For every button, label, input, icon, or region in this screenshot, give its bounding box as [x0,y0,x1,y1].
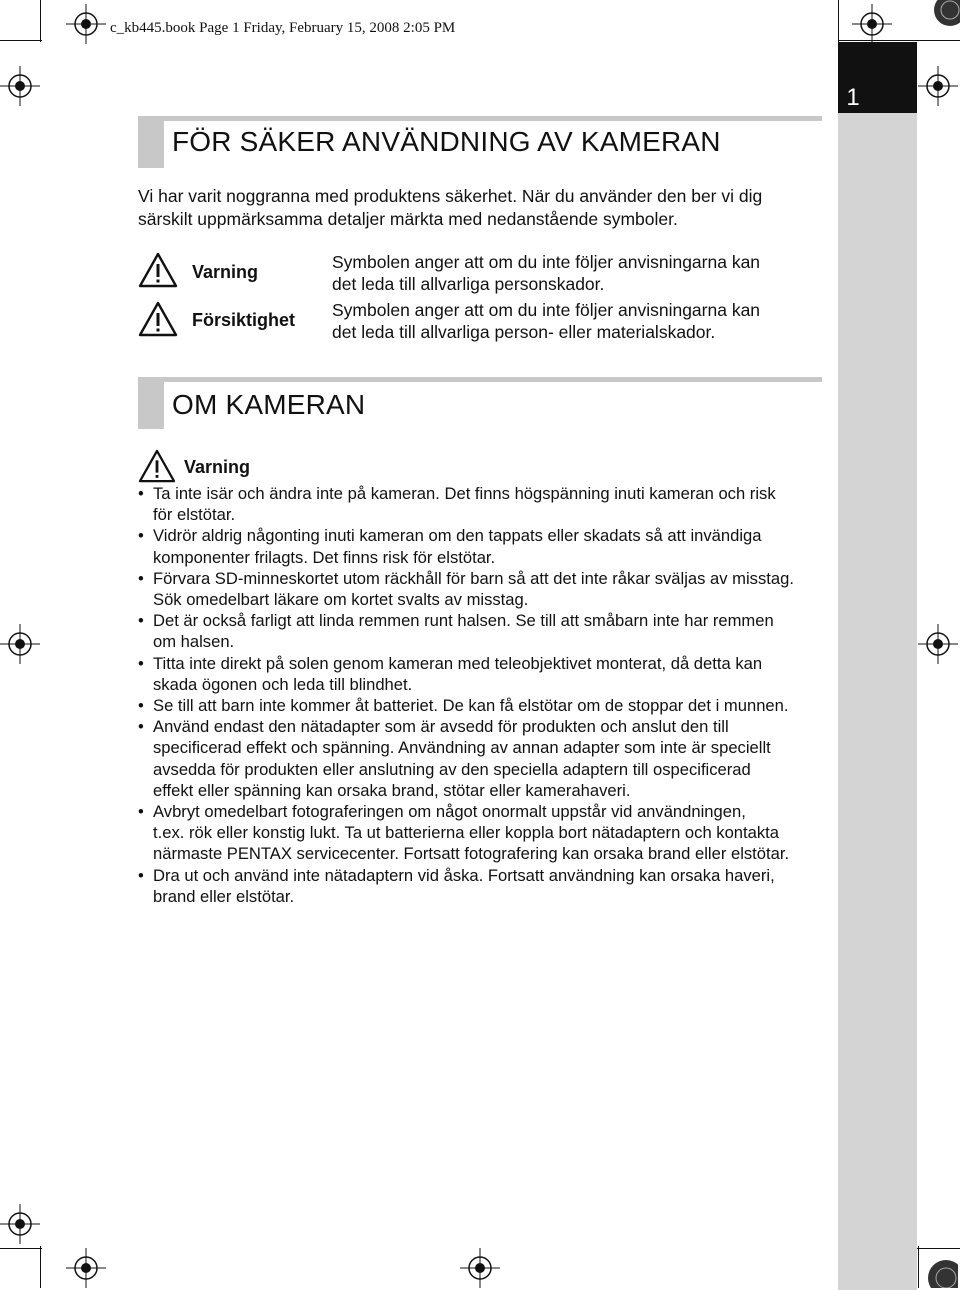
registration-mark-icon [852,4,892,44]
list-item [138,525,828,567]
list-item [138,610,828,652]
intro-paragraph [138,185,828,231]
list-item-line: komponenter frilagts. Det finns risk för elstötar. [153,547,496,567]
symbol-description-line: Symbolen anger att om du inte följer anvisningarna kan [332,300,761,320]
list-item-line: avsedda för produkten eller anslutning av den speciella adaptern till ospecificerad [153,759,751,779]
list-item-line: • Använd endast den nätadapter som är avsedd för produkten och anslut den till [153,717,729,737]
crop-mark [0,40,42,41]
list-item-line: t.ex. rök eller konstig lukt. Ta ut batterierna eller koppla bort nätadaptern och kontakta [153,823,780,843]
list-item-line: • Ta inte isär och ändra inte på kameran. Det finns högspänning inuti kameran och risk [153,484,776,503]
registration-mark-icon [0,66,40,106]
list-item [138,653,828,695]
registration-mark-icon [0,624,40,664]
print-header: c_kb445.book Page 1 Friday, February 15, 2008 2:05 PM [110,20,456,36]
list-item-line: • Avbryt omedelbart fotograferingen om något onormalt uppstår vid användningen, [153,802,746,822]
list-item [138,695,828,716]
symbol-description [332,299,812,343]
list-item-line: • Det är också farligt att linda remmen runt halsen. Se till att småbarn inte har remmen [153,611,774,631]
registration-mark-icon [918,66,958,106]
chapter-tab-number: 1 [846,84,860,111]
registration-mark-icon [66,1248,106,1288]
crop-mark [838,0,839,42]
list-item [138,801,828,865]
list-item-line: om halsen. [153,632,235,652]
starburst-mark-icon [928,0,960,32]
crop-mark [40,0,41,42]
list-item-line: • Titta inte direkt på solen genom kameran med teleobjektivet monterat, då detta kan [153,653,763,673]
symbol-description [332,251,812,295]
list-item-line: Sök omedelbart läkare om kortet svalts av misstag. [153,590,529,610]
section-title: FÖR SÄKER ANVÄNDNING AV KAMERAN [172,126,721,157]
section-rule [138,116,822,121]
list-item-line: effekt eller spänning kan orsaka brand, stötar eller kamerahaveri. [153,780,631,800]
warning-triangle-icon [138,252,178,288]
section-side-bar [138,377,164,429]
symbol-label-caution: Försiktighet [192,310,296,330]
list-item-line: • Se till att barn inte kommer åt batteriet. De kan få elstötar om de stoppar det i munnen. [153,696,789,716]
starburst-mark-icon [918,1248,958,1288]
symbol-label-warning: Varning [192,262,259,282]
warning-label: Varning [184,457,251,477]
registration-mark-icon [0,1204,40,1244]
list-item [138,865,828,907]
list-item-line: specificerad effekt och spänning. Användning av annan adapter som inte är speciellt [153,738,771,758]
list-item [138,568,828,610]
list-item-line: skada ögonen och leda till blindhet. [153,674,413,694]
list-item-line: • Förvara SD-minneskortet utom räckhåll för barn så att det inte råkar sväljas av misstag. [153,568,794,588]
list-item-line: brand eller elstötar. [153,886,295,906]
intro-line: särskilt uppmärksamma detaljer märkta med nedanstående symboler. [138,209,678,229]
symbol-description-line: Symbolen anger att om du inte följer anvisningarna kan [332,252,761,272]
warning-triangle-icon [138,301,178,337]
symbol-description-line: det leda till allvarliga person- eller materialskador. [332,322,716,342]
crop-mark [40,1246,41,1288]
intro-line: Vi har varit noggranna med produktens säkerhet. När du använder den ber vi dig [138,186,763,206]
warning-list [138,483,828,907]
warning-triangle-icon [138,449,176,483]
section-title: OM KAMERAN [172,389,366,420]
symbol-description-line: det leda till allvarliga personskador. [332,274,605,294]
section-rule [138,377,822,382]
chapter-side-strip [838,42,917,1290]
list-item-line: närmaste PENTAX servicecenter. Fortsatt fotografering kan orsaka brand eller elstötar. [153,844,790,864]
registration-mark-icon [66,4,106,44]
list-item-line: • Dra ut och använd inte nätadaptern vid åska. Fortsatt användning kan orsaka haveri, [153,865,775,885]
list-item [138,483,828,525]
registration-mark-icon [460,1248,500,1288]
crop-mark [0,1248,42,1249]
list-item [138,716,828,801]
list-item-line: • Vidrör aldrig någonting inuti kameran om den tappats eller skadats så att invändiga [153,526,762,546]
section-side-bar [138,116,164,168]
registration-mark-icon [918,624,958,664]
list-item-line: för elstötar. [153,505,236,525]
